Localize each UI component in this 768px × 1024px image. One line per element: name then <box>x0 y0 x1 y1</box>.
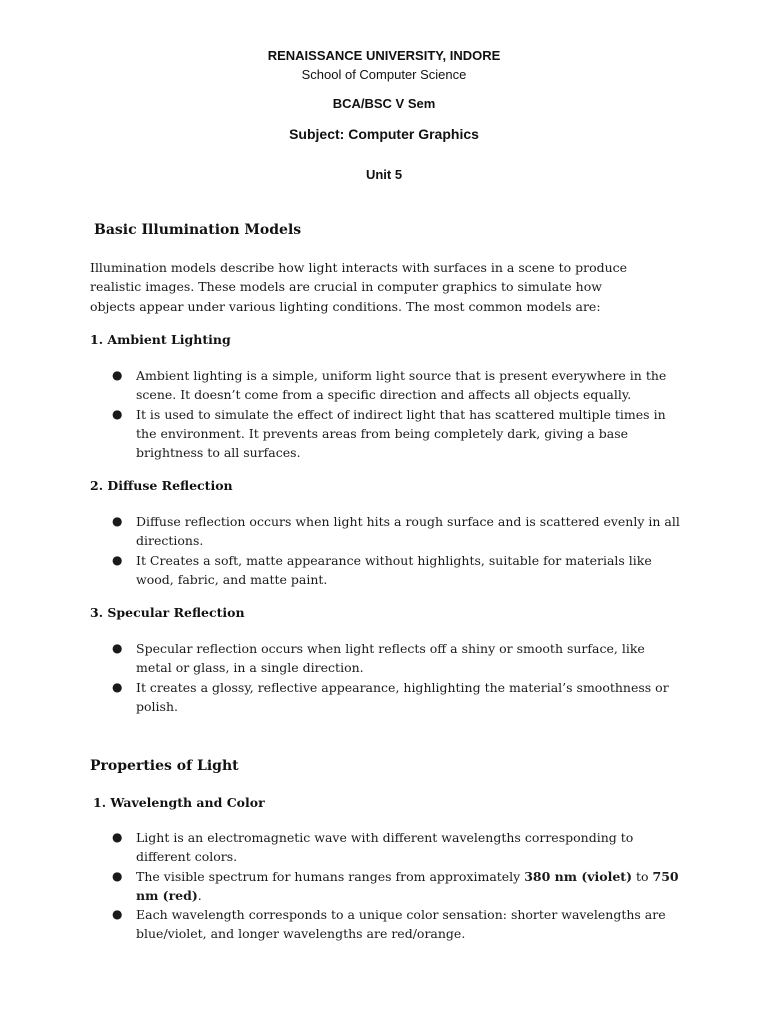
list-item: ● The visible spectrum for humans ranges from approximately 380 nm (violet) to 750 nm (red). <box>112 868 679 903</box>
list-item: ● Specular reflection occurs when light reflects off a shiny or smooth surface, like metal or glass, in a single direction. <box>112 641 645 676</box>
bullet-icon: ● <box>112 679 123 694</box>
list-item: ● Ambient lighting is a simple, uniform light source that is present everywhere in the scene. It doesn’t come from a specific direction and affects all objects equally. <box>112 368 667 403</box>
bullet-icon: ● <box>112 641 123 655</box>
bullet-icon: ● <box>112 830 123 844</box>
list-item: ● Diffuse reflection occurs when light hits a rough surface and is scattered evenly in all directions. <box>112 514 680 549</box>
unit-label: Unit 5 <box>365 167 403 182</box>
wavelength-bullets <box>0 828 681 944</box>
list-item: ● Each wavelength corresponds to a unique color sensation: shorter wavelengths are blue/violet, and longer wavelengths are red/orange. <box>112 907 666 942</box>
heading-ambient: 1. Ambient Lighting <box>90 332 231 347</box>
heading-specular: 3. Specular Reflection <box>90 605 245 620</box>
bullet-icon: ● <box>112 552 123 567</box>
list-item: ● It is used to simulate the effect of indirect light that has scattered multiple times in the environment. It prevents areas from being completely dark, giving a base brightness to all surfaces. <box>112 406 666 461</box>
specular-bullets <box>0 639 681 716</box>
subject-title: Subject: Computer Graphics <box>289 126 479 142</box>
university-name: RENAISSANCE UNIVERSITY, INDORE <box>267 48 501 63</box>
heading-wavelength: 1. Wavelength and Color <box>93 795 265 810</box>
list-item: ● Light is an electromagnetic wave with different wavelengths corresponding to different colors. <box>112 830 634 865</box>
diffuse-bullets <box>0 512 681 589</box>
list-item: ● It creates a glossy, reflective appearance, highlighting the material’s smoothness or polish. <box>112 679 669 714</box>
school-name: School of Computer Science <box>301 67 467 82</box>
course-name: BCA/BSC V Sem <box>332 96 436 111</box>
bullet-icon: ● <box>112 868 123 883</box>
ambient-bullets <box>0 366 681 462</box>
intro-paragraph: Illumination models describe how light interacts with surfaces in a scene to produce realistic images. These models are crucial in computer graphics to simulate how objects appear under various lighting conditions. The most common models are: <box>90 260 628 314</box>
section-title-illumination: Basic Illumination Models <box>94 222 302 238</box>
bullet-icon: ● <box>112 514 123 528</box>
bullet-icon: ● <box>112 907 123 922</box>
bullet-icon: ● <box>112 368 123 382</box>
bullet-icon: ● <box>112 406 123 421</box>
list-item: ● It Creates a soft, matte appearance without highlights, suitable for materials like wood, fabric, and matte paint. <box>112 552 652 587</box>
heading-diffuse: 2. Diffuse Reflection <box>90 478 233 493</box>
section-title-light: Properties of Light <box>90 758 239 774</box>
